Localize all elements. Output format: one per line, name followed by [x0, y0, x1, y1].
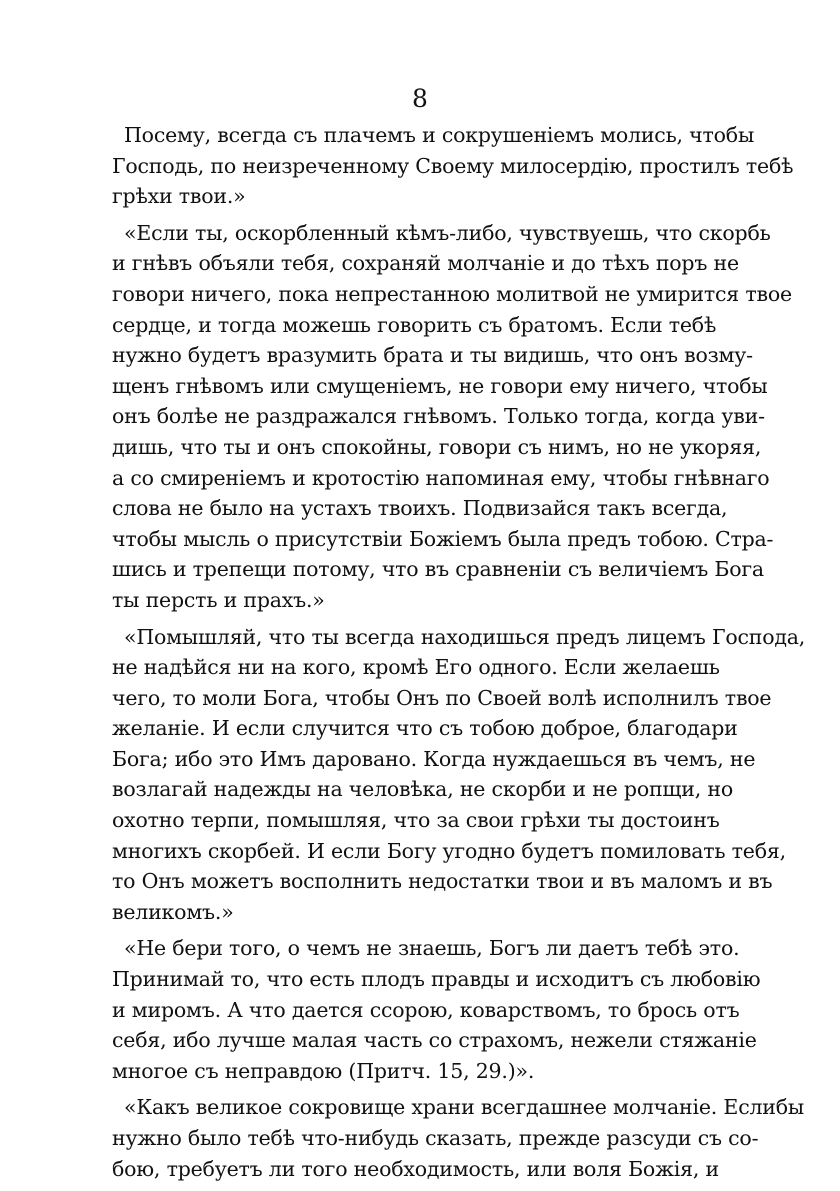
page-number: 8 [412, 84, 428, 113]
paragraph-3 [112, 622, 806, 928]
text-line: сердце, и тогда можешь говорить съ братомъ. Если тебѣ [112, 312, 717, 337]
text-line: желаніе. И если случится что съ тобою доброе, благодари [112, 716, 738, 741]
paragraph-1 [112, 120, 794, 212]
body-text [112, 120, 806, 1190]
text-line: а со смиреніемъ и кротостію напоминая ему, чтобы гнѣвнаго [112, 465, 770, 490]
text-line: грѣхи твои.» [112, 184, 246, 209]
text-line: нужно будетъ вразумить брата и ты видишь, что онъ возму- [112, 343, 753, 368]
text-line: онъ болѣе не раздражался гнѣвомъ. Только тогда, когда уви- [112, 404, 765, 429]
paragraph-4 [112, 933, 761, 1086]
text-line: нужно было тебѣ что-нибудь сказать, прежде разсуди съ со- [112, 1126, 759, 1150]
text-line: охотно терпи, помышляя, что за свои грѣхи ты достоинъ [112, 808, 720, 833]
text-line: Посему, всегда съ плачемъ и сокрушеніемъ молись, чтобы [124, 123, 755, 147]
text-line: чего, то моли Бога, чтобы Онъ по Своей волѣ исполнилъ твое [112, 685, 772, 710]
text-line: то Онъ можетъ восполнить недостатки твои и въ маломъ и въ [112, 869, 773, 894]
text-line: «Помышляй, что ты всегда находишься предъ лицемъ Господа, [124, 624, 806, 649]
text-line: возлагай надежды на человѣка, не скорби и не ропщи, но [112, 777, 733, 802]
text-line: и миромъ. А что дается ссорою, коварствомъ, то брось отъ [112, 997, 740, 1022]
text-line: не надѣйся ни на кого, кромѣ Его одного. Если желаешь [112, 655, 720, 680]
text-line: великомъ.» [112, 899, 234, 924]
text-line: шись и трепещи потому, что въ сравненіи съ величіемъ Бога [112, 557, 764, 582]
text-line: дишь, что ты и онъ спокойны, говори съ нимъ, но не укоряя, [112, 434, 762, 459]
text-line: и гнѣвъ объяли тебя, сохраняй молчаніе и до тѣхъ поръ не [112, 251, 739, 276]
text-line: Господь, по неизреченному Своему милосердію, простилъ тебѣ [112, 153, 794, 178]
text-line: Бога; ибо это Имъ даровано. Когда нуждаешься въ чемъ, не [112, 746, 756, 771]
text-line: чтобы мысль о присутствіи Божіемъ была предъ тобою. Стра- [112, 526, 774, 551]
text-line: многихъ скорбей. И если Богу угодно будетъ помиловать тебя, [112, 838, 786, 863]
text-line: «Если ты, оскорбленный кѣмъ-либо, чувствуешь, что скорбь [124, 220, 771, 245]
text-line: слова не было на устахъ твоихъ. Подвизайся такъ всегда, [112, 496, 728, 521]
paragraph-2 [112, 218, 792, 616]
text-line: ты персть и прахъ.» [112, 587, 325, 612]
text-line: многое съ неправдою (Притч. 15, 29.)». [112, 1058, 535, 1083]
text-line: Принимай то, что есть плодъ правды и исходитъ съ любовію [112, 967, 761, 992]
text-line: себя, ибо лучше малая часть со страхомъ, нежели стяжаніе [112, 1028, 757, 1053]
text-line: щенъ гнѣвомъ или смущеніемъ, не говори ему ничего, чтобы [112, 373, 768, 398]
text-line: «Не бери того, о чемъ не знаешь, Богъ ли даетъ тебѣ это. [124, 936, 740, 961]
paragraph-5 [112, 1092, 805, 1184]
text-line: говори ничего, пока непрестанною молитвой не умирится твое [112, 281, 792, 306]
text-line: «Какъ великое сокровище храни всегдашнее молчаніе. Еслибы [124, 1095, 805, 1120]
text-line: бою, требуетъ ли того необходимость, или воля Божія, и [112, 1156, 719, 1181]
